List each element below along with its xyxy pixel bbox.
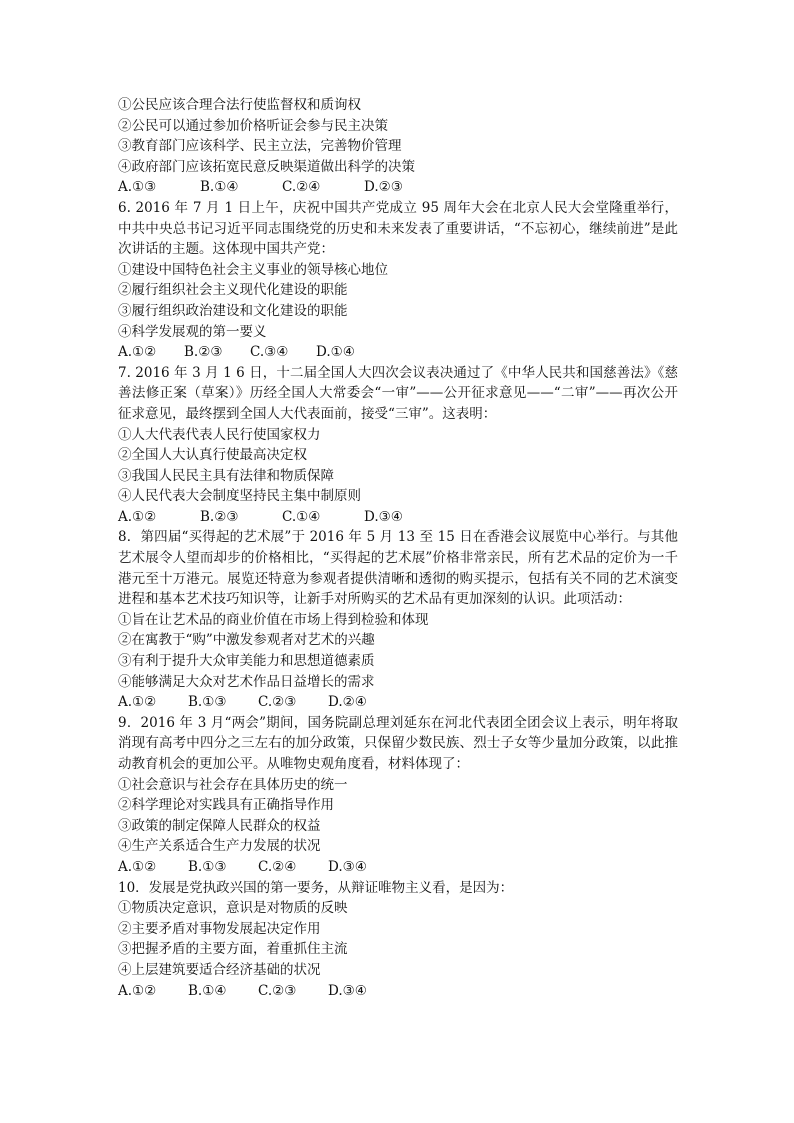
q7-option-d: D.③④	[364, 508, 403, 525]
q9-option-b: B.①③	[188, 858, 227, 875]
exam-page	[118, 95, 678, 1001]
q5-option-a: A.①③	[118, 179, 157, 196]
q10-statement-2: ②主要矛盾对事物发展起决定作用	[118, 920, 321, 937]
q8-statement-3: ③有利于提升大众审美能力和思想道德素质	[118, 653, 375, 670]
q7-stem: 7. 2016 年 3 月 1 6 日，十二届全国人大四次会议表决通过了《中华人民共和国慈善法》《慈善法修正案（草案）》历经全国人大常委会“一审”——公开征求意见——“二审”——再次公开征求意见，最终摆到全国人大代表面前，接受“三审”。这表明：	[118, 364, 678, 422]
q9-options	[118, 857, 678, 878]
question-6	[118, 198, 678, 363]
question-10	[118, 878, 678, 1002]
q6-option-a: A.①②	[118, 344, 157, 361]
q7-option-a: A.①②	[118, 508, 157, 525]
q5-options	[118, 177, 678, 198]
q5-option-c: C.②④	[282, 179, 321, 196]
q6-statement-4: ④科学发展观的第一要义	[118, 323, 267, 340]
q6-option-b: B.②③	[184, 344, 223, 361]
q9-statement-2: ②科学理论对实践具有正确指导作用	[118, 797, 334, 814]
q6-statement-2: ②履行组织社会主义现代化建设的职能	[118, 282, 348, 299]
q6-stem: 6. 2016 年 7 月 1 日上午，庆祝中国共产党成立 95 周年大会在北京人民大会堂隆重举行，中共中央总书记习近平同志围绕党的历史和未来发表了重要讲话，“不忘初心，继续前进”是此次讲话的主题。这体现中国共产党：	[118, 199, 678, 258]
q8-options	[118, 692, 678, 713]
q8-stem: 8．第四届“买得起的艺术展”于 2016 年 5 月 13 至 15 日在香港会议展览中心举行。与其他艺术展令人望而却步的价格相比，“买得起的艺术展”价格非常亲民，所有艺术品的定价为一千港元至十万港元。展览还特意为参观者提供清晰和透彻的购买提示，包括有关不同的艺术演变进程和基本艺术技巧知识等，让新手对所购买的艺术品有更加深刻的认识。此项活动：	[118, 529, 678, 608]
q10-option-d: D.③④	[328, 982, 367, 999]
q8-option-a: A.①②	[118, 694, 157, 711]
q5-statement-2: ②公民可以通过参加价格听证会参与民主决策	[118, 117, 388, 134]
q9-option-c: C.②④	[258, 858, 297, 875]
q6-option-d: D.①④	[316, 344, 355, 361]
q8-option-c: C.②③	[258, 694, 297, 711]
q6-statement-1: ①建设中国特色社会主义事业的领导核心地位	[118, 261, 388, 278]
q6-options	[118, 342, 678, 363]
q9-statement-4: ④生产关系适合生产力发展的状况	[118, 838, 321, 855]
q8-statement-2: ②在寓教于“购”中激发参观者对艺术的兴趣	[118, 632, 375, 649]
q7-statement-2: ②全国人大认真行使最高决定权	[118, 447, 307, 464]
q5-statement-4: ④政府部门应该拓宽民意反映渠道做出科学的决策	[118, 158, 415, 175]
q7-statement-4: ④人民代表大会制度坚持民主集中制原则	[118, 488, 361, 505]
q6-statement-3: ③履行组织政治建设和文化建设的职能	[118, 302, 348, 319]
question-9	[118, 713, 678, 878]
q10-option-b: B.①④	[188, 982, 227, 999]
q7-statement-3: ③我国人民民主具有法律和物质保障	[118, 467, 334, 484]
q8-option-d: D.②④	[328, 694, 367, 711]
q10-statement-3: ③把握矛盾的主要方面，着重抓住主流	[118, 941, 348, 958]
question-7	[118, 363, 678, 528]
q10-stem: 10．发展是党执政兴国的第一要务，从辩证唯物主义看，是因为：	[118, 879, 514, 896]
q9-stem: 9．2016 年 3 月“两会”期间，国务院副总理刘延东在河北代表团全团会议上表示，明年将取消现有高考中四分之三左右的加分政策，只保留少数民族、烈士子女等少量加分政策，以此推动教育机会的更加公平。从唯物史观角度看，材料体现了：	[118, 714, 678, 772]
q10-statement-1: ①物质决定意识，意识是对物质的反映	[118, 900, 348, 917]
q10-statement-4: ④上层建筑要适合经济基础的状况	[118, 961, 321, 978]
q10-option-c: C.②③	[258, 982, 297, 999]
q6-option-c: C.③④	[250, 344, 289, 361]
question-8	[118, 527, 678, 712]
q8-option-b: B.①③	[188, 694, 227, 711]
q10-option-a: A.①②	[118, 982, 157, 999]
q5-option-b: B.①④	[200, 179, 239, 196]
q5-statement-1: ①公民应该合理合法行使监督权和质询权	[118, 97, 361, 113]
q10-options	[118, 981, 678, 1002]
q7-options	[118, 507, 678, 528]
q8-statement-4: ④能够满足大众对艺术作品日益增长的需求	[118, 673, 375, 690]
q5-option-d: D.②③	[364, 179, 403, 196]
q7-statement-1: ①人大代表代表人民行使国家权力	[118, 426, 321, 443]
q9-statement-3: ③政策的制定保障人民群众的权益	[118, 817, 321, 834]
q7-option-c: C.①④	[282, 508, 321, 525]
q7-option-b: B.②③	[200, 508, 239, 525]
q5-statement-3: ③教育部门应该科学、民主立法，完善物价管理	[118, 138, 402, 155]
q9-option-a: A.①②	[118, 858, 157, 875]
q9-option-d: D.③④	[328, 858, 367, 875]
q8-statement-1: ①旨在让艺术品的商业价值在市场上得到检验和体现	[118, 611, 429, 628]
question-5	[118, 95, 678, 198]
q9-statement-1: ①社会意识与社会存在具体历史的统一	[118, 776, 348, 793]
